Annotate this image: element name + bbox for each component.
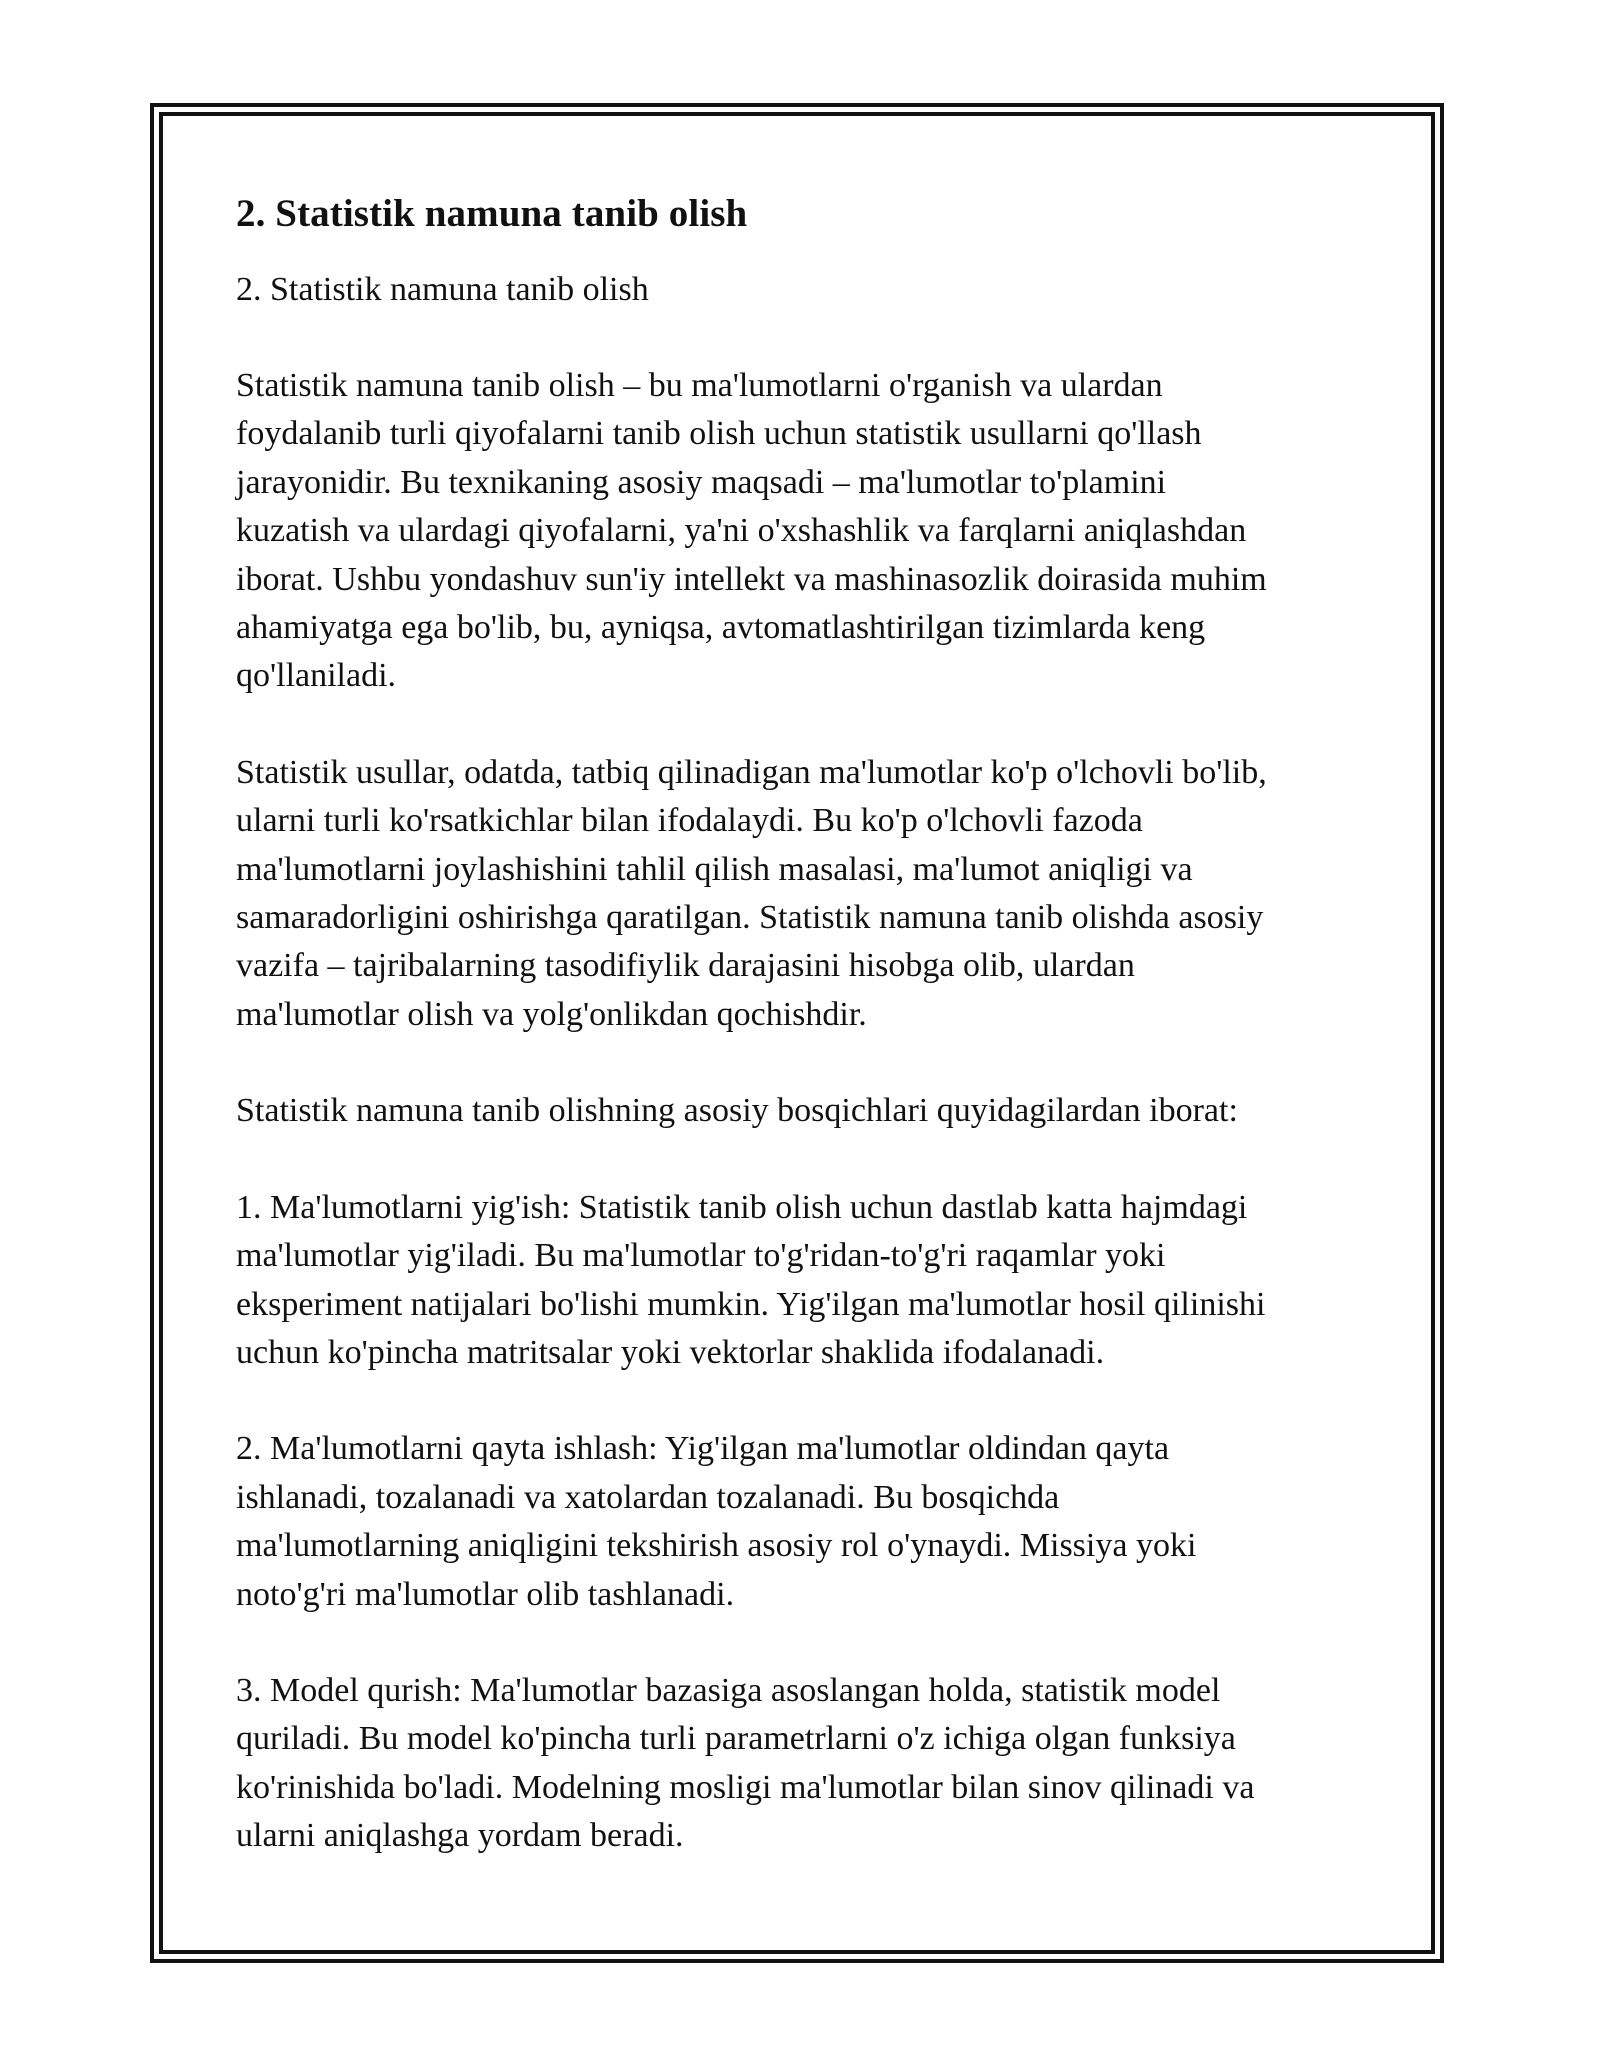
document-body	[236, 190, 1366, 1861]
paragraph-methods: Statistik usullar, odatda, tatbiq qilinadigan ma'lumotlar ko'p o'lchovli bo'lib, ularni turli ko'rsatkichlar bilan ifodalaydi. Bu ko'p o'lchovli fazoda ma'lumotlarni joylashishini tahlil qilish masalasi, ma'lumot aniqligi va samaradorligini oshirishga qaratilgan. Statistik namuna tanib olishda asosiy vazifa – tajribalarning tasodifiylik darajasini hisobga olib, ulardan ma'lumotlar olish va yolg'onlikdan qochishdir.	[236, 753, 1267, 1033]
paragraph-stages-intro: Statistik namuna tanib olishning asosiy bosqichlari quyidagilardan iborat:	[236, 1092, 1238, 1130]
list-item-model-building: 3. Model qurish: Ma'lumotlar bazasiga asoslangan holda, statistik model quriladi. Bu model ko'pincha turli parametrlarni o'z ichiga olgan funksiya ko'rinishida bo'ladi. Modelning mosligi ma'lumotlar bilan sinov qilinadi va ularni aniqlashga yordam beradi.	[236, 1671, 1255, 1855]
document-subheading: 2. Statistik namuna tanib olish	[236, 271, 649, 308]
paragraph-definition: Statistik namuna tanib olish – bu ma'lumotlarni o'rganish va ulardan foydalanib turli qiyofalarni tanib olish uchun statistik usullarni qo'llash jarayonidir. Bu texnikaning asosiy maqsadi – ma'lumotlar to'plamini kuzatish va ulardagi qiyofalarni, ya'ni o'xshashlik va farqlarni aniqlashdan iborat. Ushbu yondashuv sun'iy intellekt va mashinasozlik doirasida muhim ahamiyatga ega bo'lib, bu, ayniqsa, avtomatlashtirilgan tizimlarda keng qo'llaniladi.	[236, 367, 1267, 695]
document-heading: 2. Statistik namuna tanib olish	[236, 192, 748, 235]
list-item-data-collection: 1. Ma'lumotlarni yig'ish: Statistik tanib olish uchun dastlab katta hajmdagi ma'lumotlar yig'iladi. Bu ma'lumotlar to'g'ridan-to'g'ri raqamlar yoki eksperiment natijalari bo'lishi mumkin. Yig'ilgan ma'lumotlar hosil qilinishi uchun ko'pincha matritsalar yoki vektorlar shaklida ifodalanadi.	[236, 1188, 1266, 1371]
list-item-data-processing: 2. Ma'lumotlarni qayta ishlash: Yig'ilgan ma'lumotlar oldindan qayta ishlanadi, tozalanadi va xatolardan tozalanadi. Bu bosqichda ma'lumotlarning aniqligini tekshirish asosiy rol o'ynaydi. Missiya yoki noto'g'ri ma'lumotlar olib tashlanadi.	[236, 1430, 1197, 1613]
